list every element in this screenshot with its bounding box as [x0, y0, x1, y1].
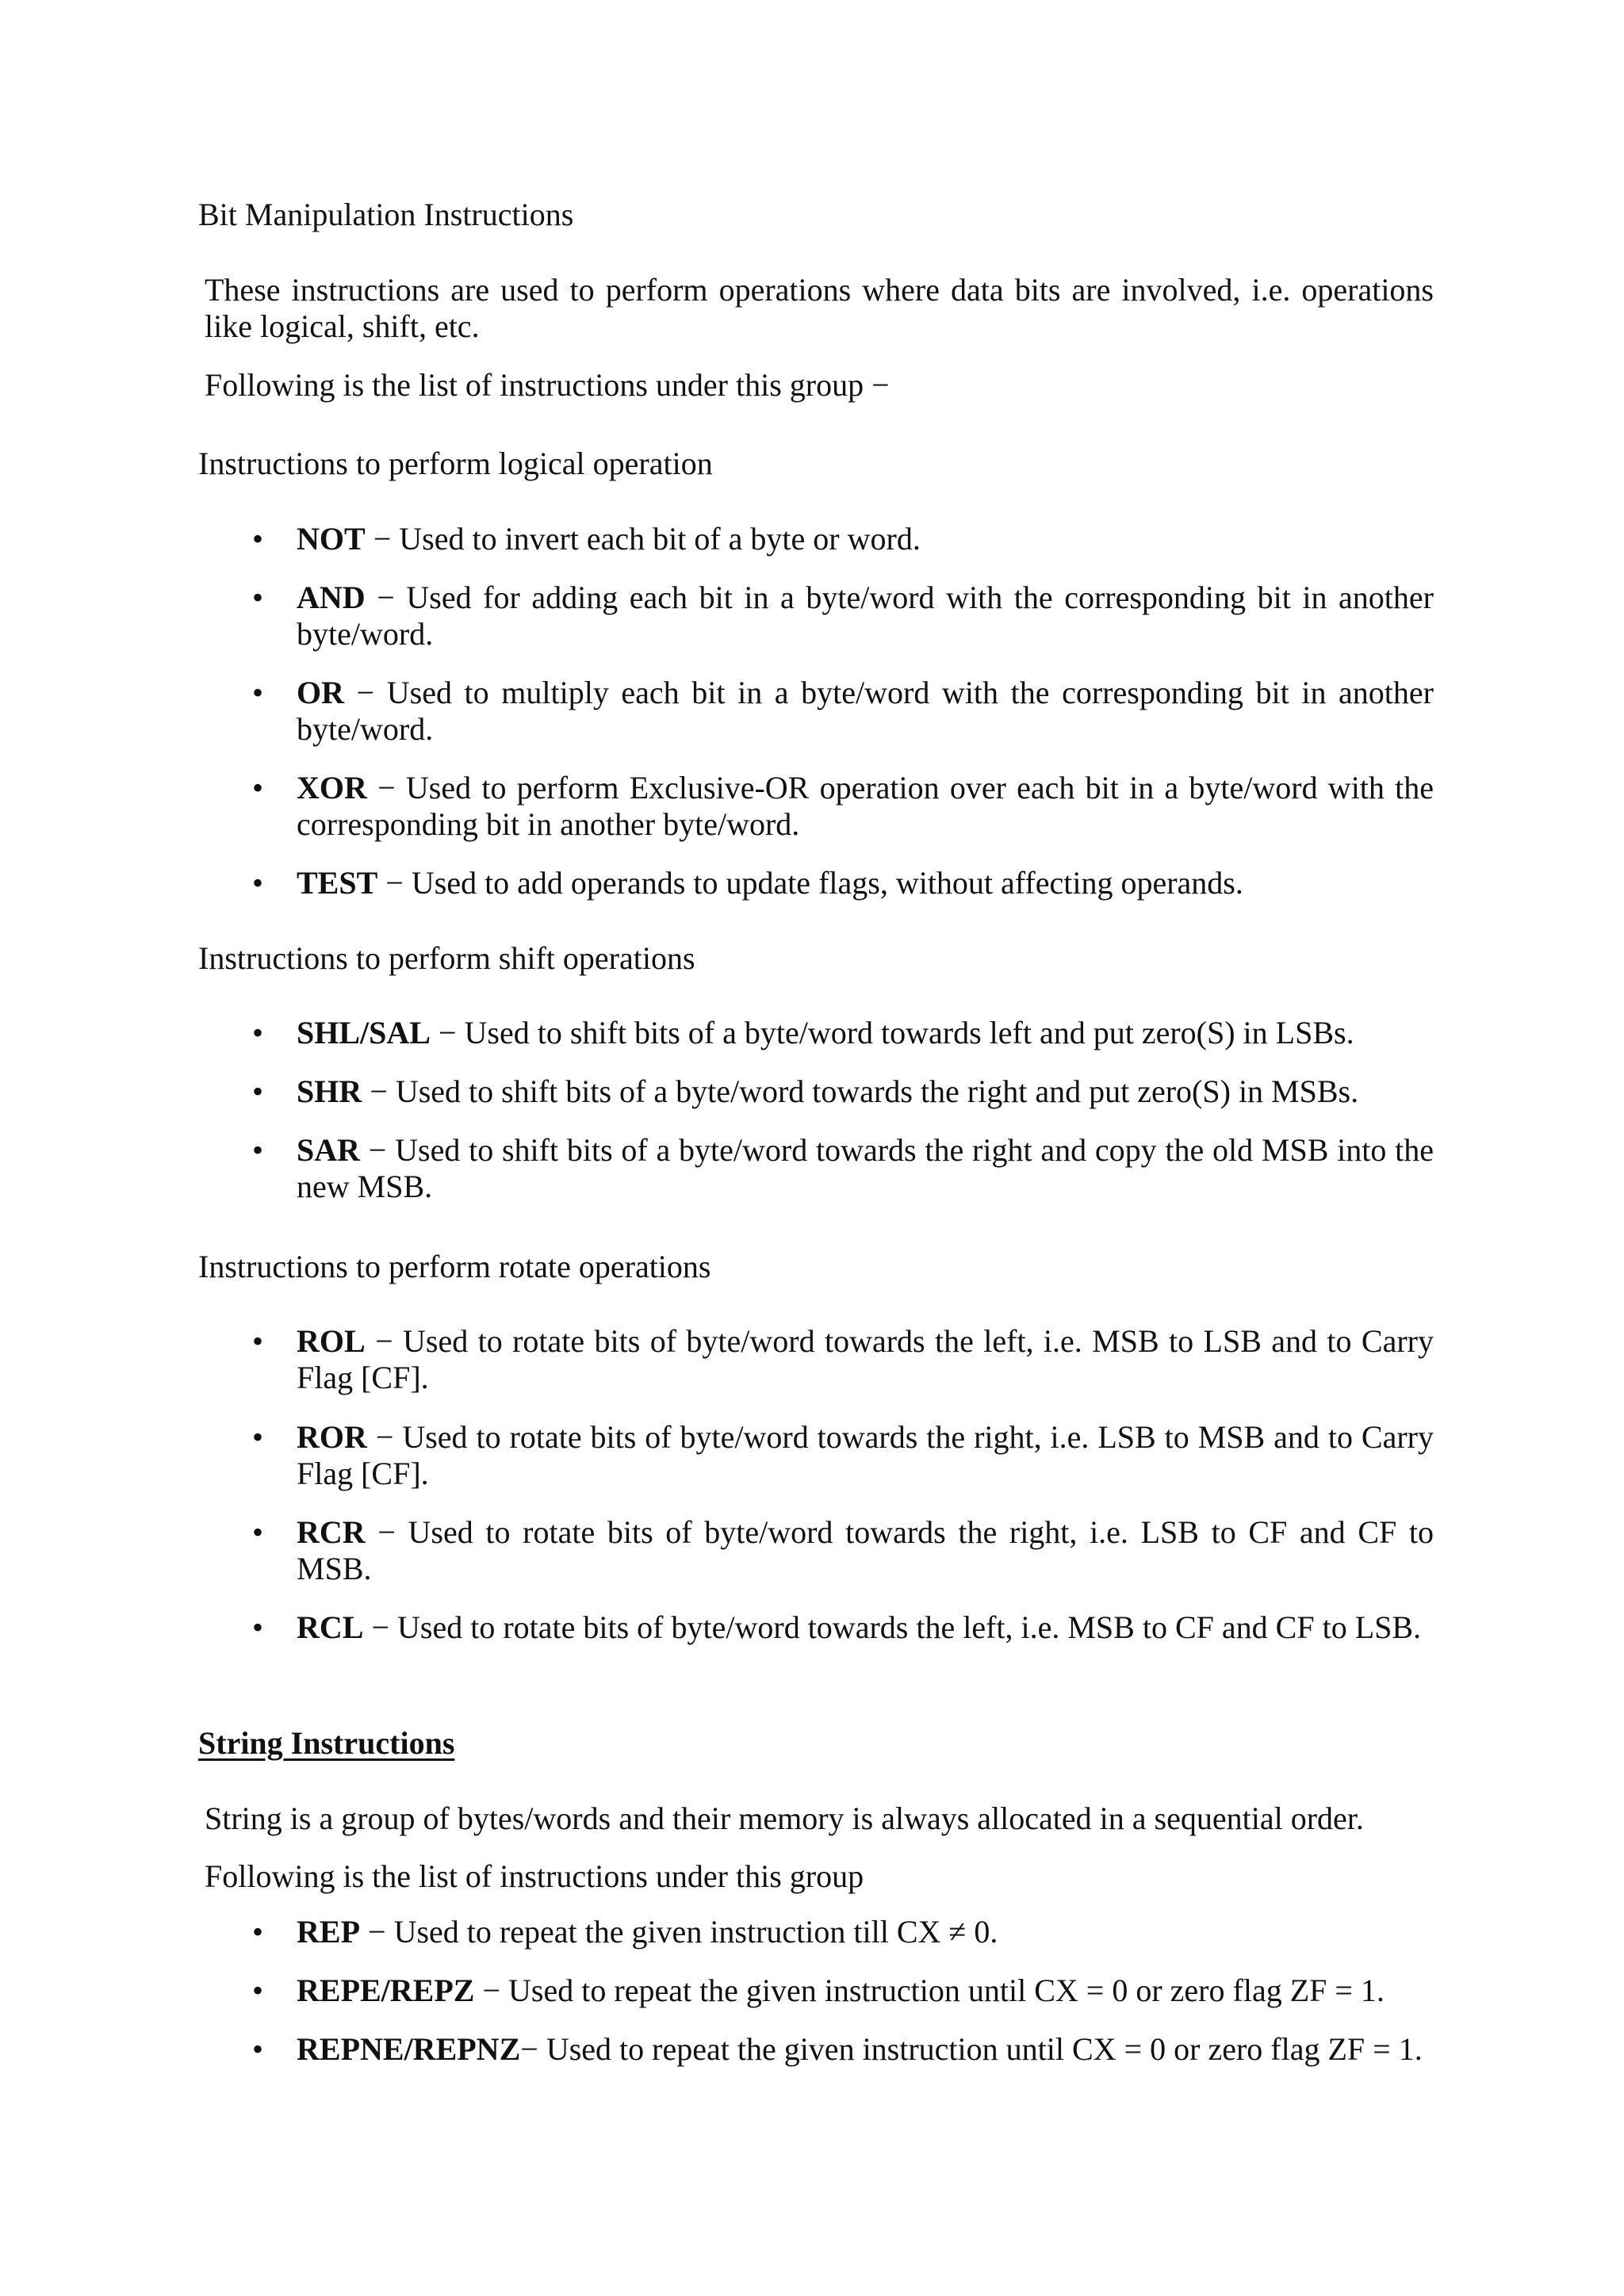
instruction-description: Used to repeat the given instruction until CX = 0 or zero flag ZF = 1. — [508, 1973, 1385, 2008]
instruction-description: Used for adding each bit in a byte/word with the corresponding bit in another byte/word. — [297, 580, 1434, 652]
list-item-test — [252, 865, 1434, 901]
bullet-icon: • — [252, 521, 264, 557]
list-item-shr — [252, 1073, 1434, 1110]
list-item-and — [252, 580, 1434, 652]
list-item-repne-repnz — [252, 2031, 1434, 2068]
instruction-description: Used to rotate bits of byte/word towards the right, i.e. LSB to MSB and to Carry Flag [CF]. — [297, 1419, 1434, 1491]
instruction-term: NOT — [297, 521, 366, 557]
subsection-title-rotate: Instructions to perform rotate operations — [198, 1249, 711, 1284]
instruction-description: Used to rotate bits of byte/word towards the left, i.e. MSB to LSB and to Carry Flag [CF]. — [297, 1323, 1434, 1395]
instruction-description: Used to repeat the given instruction till CX ≠ 0. — [393, 1914, 998, 1950]
bullet-icon: • — [252, 1973, 264, 2008]
list-item-or — [252, 675, 1434, 748]
instruction-description: Used to rotate bits of byte/word towards the left, i.e. MSB to CF and CF to LSB. — [397, 1609, 1422, 1645]
list-item-ror — [252, 1419, 1434, 1492]
separator: − — [360, 1914, 394, 1950]
separator: − — [365, 521, 400, 557]
instruction-description: Used to shift bits of a byte/word towards the right and put zero(S) in MSBs. — [395, 1073, 1359, 1109]
instruction-term: ROL — [297, 1323, 366, 1359]
instruction-term: SHL/SAL — [297, 1015, 431, 1050]
string-intro-paragraph: String is a group of bytes/words and their memory is always allocated in a sequential order. — [205, 1800, 1364, 1836]
subsection-title-shift: Instructions to perform shift operations — [198, 940, 695, 976]
instruction-description: Used to shift bits of a byte/word towards left and put zero(S) in LSBs. — [464, 1015, 1354, 1050]
separator: − — [344, 675, 387, 710]
bullet-icon: • — [252, 865, 264, 901]
list-item-rcr — [252, 1514, 1434, 1587]
instruction-term: SAR — [297, 1132, 361, 1168]
list-item-sar — [252, 1132, 1434, 1205]
bullet-icon: • — [252, 1609, 264, 1645]
list-item-rcl — [252, 1609, 1434, 1646]
string-list-intro: Following is the list of instructions under this group — [205, 1858, 864, 1894]
list-item-rol — [252, 1323, 1434, 1396]
instruction-term: ROR — [297, 1419, 367, 1455]
instruction-description: Used to perform Exclusive-OR operation over each bit in a byte/word with the corresponding bit in another byte/word. — [297, 770, 1434, 842]
separator: − — [366, 770, 406, 806]
separator: − — [520, 2031, 546, 2067]
bit-intro-paragraph: These instructions are used to perform operations where data bits are involved, i.e. operations like logical, shift, etc. — [205, 272, 1434, 344]
separator: − — [365, 1323, 404, 1359]
instruction-description: Used to invert each bit of a byte or word. — [399, 521, 921, 557]
bit-list-intro: Following is the list of instructions under this group − — [205, 367, 890, 403]
instruction-term: RCL — [297, 1609, 364, 1645]
instruction-term: AND — [297, 580, 366, 615]
instruction-description: Used to rotate bits of byte/word towards the right, i.e. LSB to CF and CF to MSB. — [297, 1514, 1434, 1586]
bullet-icon: • — [252, 2031, 264, 2067]
bullet-icon: • — [252, 1132, 264, 1168]
instruction-term: RCR — [297, 1514, 366, 1550]
instruction-term: OR — [297, 675, 344, 710]
separator: − — [365, 1514, 408, 1550]
list-item-repe-repz — [252, 1973, 1434, 2009]
bullet-icon: • — [252, 1914, 264, 1950]
section-title-bit-manipulation: Bit Manipulation Instructions — [198, 197, 574, 232]
separator: − — [363, 1609, 398, 1645]
instruction-term: XOR — [297, 770, 367, 806]
instruction-term: REP — [297, 1914, 360, 1950]
bullet-icon: • — [252, 580, 264, 615]
separator: − — [360, 1132, 396, 1168]
instruction-description: Used to add operands to update flags, without affecting operands. — [411, 865, 1243, 901]
separator: − — [365, 580, 407, 615]
bullet-icon: • — [252, 1419, 264, 1455]
instruction-term: REPE/REPZ — [297, 1973, 475, 2008]
bullet-icon: • — [252, 1073, 264, 1109]
separator: − — [430, 1015, 465, 1050]
list-item-shl-sal — [252, 1015, 1434, 1051]
instruction-term: SHR — [297, 1073, 362, 1109]
separator: − — [366, 1419, 403, 1455]
instruction-description: Used to multiply each bit in a byte/word with the corresponding bit in another byte/word. — [297, 675, 1434, 747]
separator: − — [474, 1973, 509, 2008]
list-item-xor — [252, 770, 1434, 843]
separator: − — [362, 1073, 396, 1109]
bullet-icon: • — [252, 675, 264, 710]
list-item-not — [252, 521, 1434, 557]
bullet-icon: • — [252, 1015, 264, 1050]
instruction-description: Used to shift bits of a byte/word towards the right and copy the old MSB into the new MSB. — [297, 1132, 1434, 1204]
bullet-icon: • — [252, 770, 264, 806]
bullet-icon: • — [252, 1323, 264, 1359]
section-title-string-instructions: String Instructions — [198, 1725, 455, 1761]
list-item-rep — [252, 1914, 1434, 1950]
bullet-icon: • — [252, 1514, 264, 1550]
instruction-term: TEST — [297, 865, 378, 901]
separator: − — [377, 865, 412, 901]
instruction-description: Used to repeat the given instruction until CX = 0 or zero flag ZF = 1. — [546, 2031, 1423, 2067]
instruction-term: REPNE/REPNZ — [297, 2031, 521, 2067]
subsection-title-logical: Instructions to perform logical operation — [198, 446, 713, 481]
